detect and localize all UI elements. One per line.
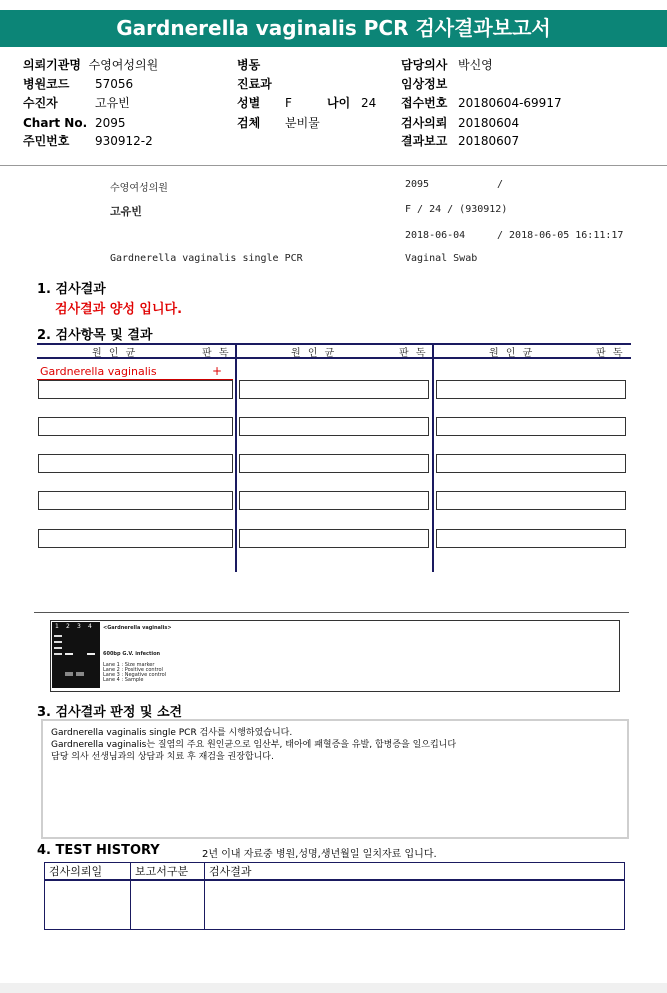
- info-date-from: 2018-06-04: [405, 230, 466, 241]
- receipt-value: 20180604-69917: [458, 96, 562, 110]
- info-hospital: 수영여성의원: [110, 183, 168, 194]
- gel-lane-label: 4: [88, 623, 92, 630]
- opinion-line: Gardnerella vaginalis는 질염의 주요 원인균으로 임산부, 태아에 패혈증을 유발, 합병증을 일으킵니다: [51, 740, 457, 750]
- report-value: 20180607: [458, 134, 520, 148]
- patient-label: 수진자: [23, 96, 58, 110]
- history-col-result: 검사결과: [205, 863, 625, 881]
- col-pathogen-1: 원 인 균: [92, 348, 138, 359]
- history-col-date: 검사의뢰일: [45, 863, 131, 881]
- request-value: 20180604: [458, 116, 520, 130]
- gel-electrophoresis-image: [52, 622, 100, 688]
- clinical-label: 임상정보: [401, 77, 448, 91]
- gel-legend-line: Lane 4 : Sample: [103, 677, 144, 683]
- receipt-label: 접수번호: [401, 96, 448, 110]
- result-slot: [436, 454, 626, 473]
- hospital-field: [23, 57, 158, 73]
- result-slot: [239, 454, 429, 473]
- result-slot: [38, 454, 233, 473]
- gel-lane-label: 3: [77, 623, 81, 630]
- gel-band-label: 600bp G.V. infection: [103, 651, 161, 657]
- age-value: 24: [361, 96, 377, 110]
- col-judge-2: 판 독: [399, 348, 428, 359]
- gel-legend-line: Lane 2 : Positive control: [103, 667, 163, 673]
- info-date-to: / 2018-06-05 16:11:17: [497, 230, 624, 241]
- report-title: Gardnerella vaginalis PCR 검사결과보고서: [0, 10, 667, 47]
- ward-label: 병동: [237, 58, 261, 72]
- result-slot: [436, 417, 626, 436]
- info-patient: 고유빈: [110, 205, 142, 218]
- result-slot: [239, 491, 429, 510]
- gel-band: [54, 647, 62, 649]
- report-label: 결과보고: [401, 134, 448, 148]
- grid-divider-2: [432, 343, 434, 572]
- chart-label: Chart No.: [23, 116, 88, 130]
- result-summary: 검사결과 양성 입니다.: [55, 302, 183, 317]
- section4-title: 4. TEST HISTORY: [37, 843, 160, 858]
- result-slot: [38, 417, 233, 436]
- gel-legend-line: Lane 1 : Size marker: [103, 662, 155, 668]
- code-label: 병원코드: [23, 77, 70, 91]
- result-slot: [436, 380, 626, 399]
- code-value: 57056: [95, 77, 134, 91]
- gel-lane-label: 1: [55, 623, 59, 630]
- doctor-value: 박신영: [458, 58, 493, 72]
- gel-band: [54, 641, 62, 643]
- result-slot: [239, 417, 429, 436]
- section2-title: 2. 검사항목 및 결과: [37, 328, 153, 343]
- history-note: 2년 이내 자료중 병원,성명,생년월일 일치자료 입니다.: [202, 849, 437, 860]
- gel-band: [54, 653, 62, 655]
- result-slot: [38, 491, 233, 510]
- header-divider: [0, 165, 667, 166]
- gel-band: [76, 672, 84, 676]
- gel-band: [65, 653, 73, 655]
- history-cell: [131, 880, 205, 930]
- hospital-label: 의뢰기관명: [23, 58, 81, 72]
- gel-band: [54, 635, 62, 637]
- col-judge-1: 판 독: [202, 348, 231, 359]
- result-slot: [436, 491, 626, 510]
- history-cell: [205, 880, 625, 930]
- result-slot: [436, 529, 626, 548]
- result-slot: [38, 529, 233, 548]
- age-label: 나이: [327, 96, 351, 110]
- hospital-value: 수영여성의원: [88, 58, 159, 72]
- history-table: [44, 862, 625, 930]
- info-sample: Vaginal Swab: [405, 253, 478, 264]
- gel-header: <Gardnerella vaginalis>: [103, 625, 172, 631]
- result-slot: [239, 529, 429, 548]
- info-chart: 2095: [405, 179, 430, 190]
- doctor-label: 담당의사: [401, 58, 448, 72]
- specimen-value: 분비물: [285, 116, 320, 130]
- section-divider: [34, 612, 629, 613]
- history-cell: [45, 880, 131, 930]
- opinion-line: 담당 의사 선생님과의 상담과 치료 후 재검을 권장합니다.: [51, 752, 274, 762]
- gel-legend-line: Lane 3 : Negative control: [103, 672, 167, 678]
- section1-title: 1. 검사결과: [37, 282, 106, 297]
- result-row-judge: +: [212, 364, 223, 378]
- result-row-pathogen: Gardnerella vaginalis: [40, 365, 157, 378]
- section3-title: 3. 검사결과 판정 및 소견: [37, 705, 183, 720]
- id-label: 주민번호: [23, 134, 70, 148]
- result-slot: [38, 380, 233, 399]
- code-field: [23, 76, 69, 92]
- info-test: Gardnerella vaginalis single PCR: [110, 253, 303, 264]
- col-judge-3: 판 독: [596, 348, 625, 359]
- gel-band: [87, 653, 95, 655]
- info-sexage: F / 24 / (930912): [405, 204, 508, 215]
- opinion-box: [41, 719, 629, 839]
- sex-value: F: [285, 96, 292, 110]
- patient-value: 고유빈: [95, 96, 130, 110]
- col-pathogen-3: 원 인 균: [489, 348, 535, 359]
- id-value: 930912-2: [95, 134, 153, 148]
- grid-divider-1: [235, 343, 237, 572]
- dept-label: 진료과: [237, 77, 272, 91]
- info-slash: /: [497, 179, 504, 190]
- history-col-type: 보고서구분: [131, 863, 205, 881]
- result-slot: [239, 380, 429, 399]
- opinion-line: Gardnerella vaginalis single PCR 검사를 시행하였습니다.: [51, 728, 293, 738]
- gel-band: [65, 672, 73, 676]
- chart-value: 2095: [95, 116, 126, 130]
- sex-label: 성별: [237, 96, 261, 110]
- specimen-label: 검체: [237, 116, 261, 130]
- gel-lane-label: 2: [66, 623, 70, 630]
- request-label: 검사의뢰: [401, 116, 448, 130]
- col-pathogen-2: 원 인 균: [291, 348, 337, 359]
